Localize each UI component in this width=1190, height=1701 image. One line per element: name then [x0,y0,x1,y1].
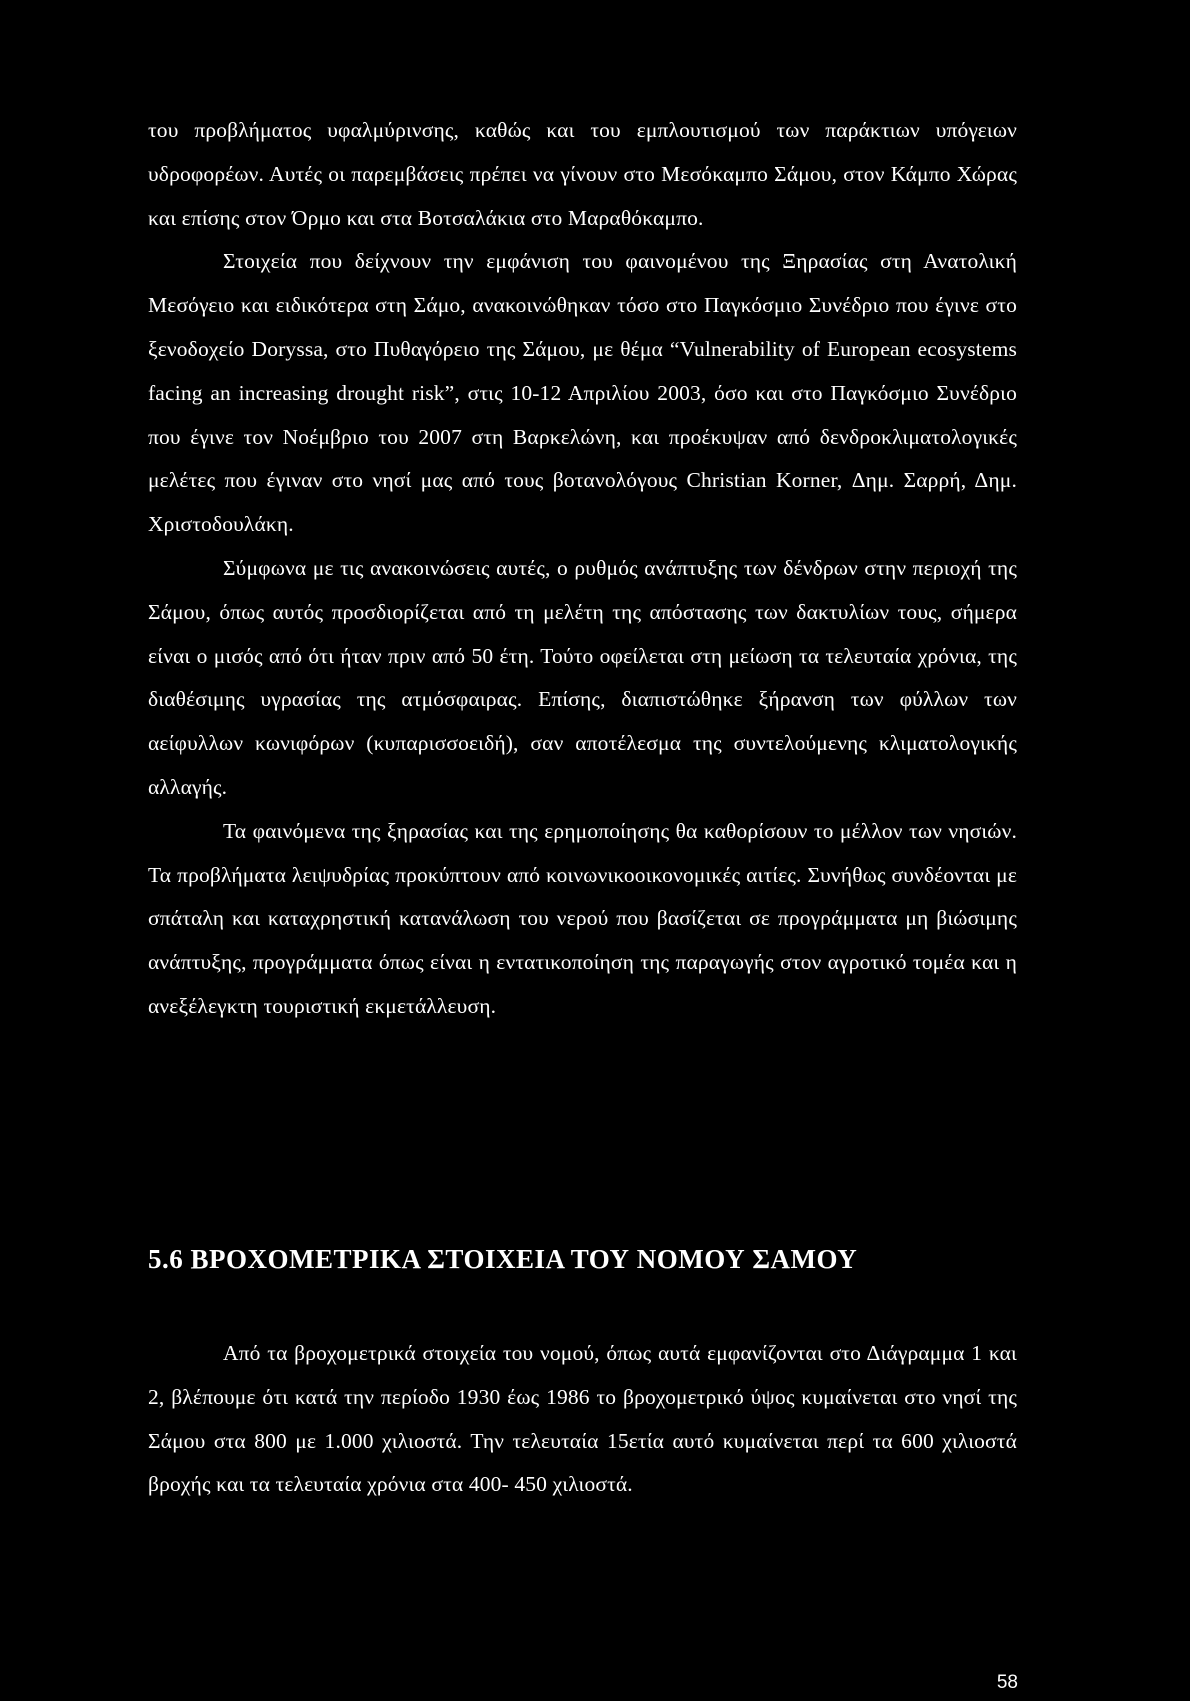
paragraph-rainfall: Από τα βροχομετρικά στοιχεία του νομού, όπως αυτά εμφανίζονται στο Διάγραμμα 1 και 2, βλέπουμε ότι κατά την περίοδο 1930 έως 1986 το βροχομετρικό ύψος κυμαίνεται στο νησί της Σάμου στα 800 με 1.000 χιλιοστά. Την τελευταία 15ετία αυτό κυμαίνεται περί τα 600 χιλιοστά βροχής και τα τελευταία χρόνια στα 400- 450 χιλιοστά. [148,1341,1017,1497]
body-text-top [148,109,1017,1029]
body-text-section [148,1332,1017,1507]
section-heading: 5.6 ΒΡΟΧΟΜΕΤΡΙΚΑ ΣΤΟΙΧΕΙΑ ΤΟΥ ΝΟΜΟΥ ΣΑΜΟΥ [148,1244,858,1274]
paragraph-tree-growth: Σύμφωνα με τις ανακοινώσεις αυτές, ο ρυθμός ανάπτυξης των δένδρων στην περιοχή της Σάμου, όπως αυτός προσδιορίζεται από τη μελέτη της απόστασης των δακτυλίων τους, σήμερα είναι ο μισός από ότι ήταν πριν από 50 έτη. Τούτο οφείλεται στη μείωση τα τελευταία χρόνια, της διαθέσιμης υγρασίας της ατμόσφαιρας. Επίσης, διαπιστώθηκε ξήρανση των φύλλων των αείφυλλων κωνιφόρων (κυπαρισσοειδή), σαν αποτέλεσμα της συντελούμενης κλιματολογικής αλλαγής. [148,555,1017,799]
paragraph-desertification: Τα φαινόμενα της ξηρασίας και της ερημοποίησης θα καθορίσουν το μέλλον των νησιών. Τα προβλήματα λειψυδρίας προκύπτουν από κοινωνικοοικονομικές αιτίες. Συνήθως συνδέονται με σπάταλη και καταχρηστική κατανάλωση του νερού που βασίζεται σε προγράμματα μη βιώσιμης ανάπτυξης, προγράμματα όπως είναι η εντατικοποίηση της παραγωγής στον αγροτικό τομέα και η ανεξέλεγκτη τουριστική εκμετάλλευση. [148,818,1017,1018]
paragraph-drought-evidence: Στοιχεία που δείχνουν την εμφάνιση του φαινομένου της Ξηρασίας στη Ανατολική Μεσόγειο και ειδικότερα στη Σάμο, ανακοινώθηκαν τόσο στο Παγκόσμιο Συνέδριο που έγινε στο ξενοδοχείο Doryssa, στο Πυθαγόρειο της Σάμου, με θέμα “Vulnerability of European ecosystems facing an increasing drought risk”, στις 10-12 Απριλίου 2003, όσο και στο Παγκόσμιο Συνέδριο που έγινε τον Νοέμβριο του 2007 στη Βαρκελώνη, και προέκυψαν από δενδροκλιματολογικές μελέτες που έγιναν στο νησί μας από τους βοτανολόγους Christian Korner, Δημ. Σαρρή, Δημ. Χριστοδουλάκη. [148,249,1017,537]
page-number: 58 [996,1672,1018,1693]
paragraph-salinization: του προβλήματος υφαλμύρινσης, καθώς και του εμπλουτισμού των παράκτιων υπόγειων υδροφορέων. Αυτές οι παρεμβάσεις πρέπει να γίνουν στο Μεσόκαμπο Σάμου, στον Κάμπο Χώρας και επίσης στον Όρμο και στα Βοτσαλάκια στο Μαραθόκαμπο. [148,118,1017,230]
